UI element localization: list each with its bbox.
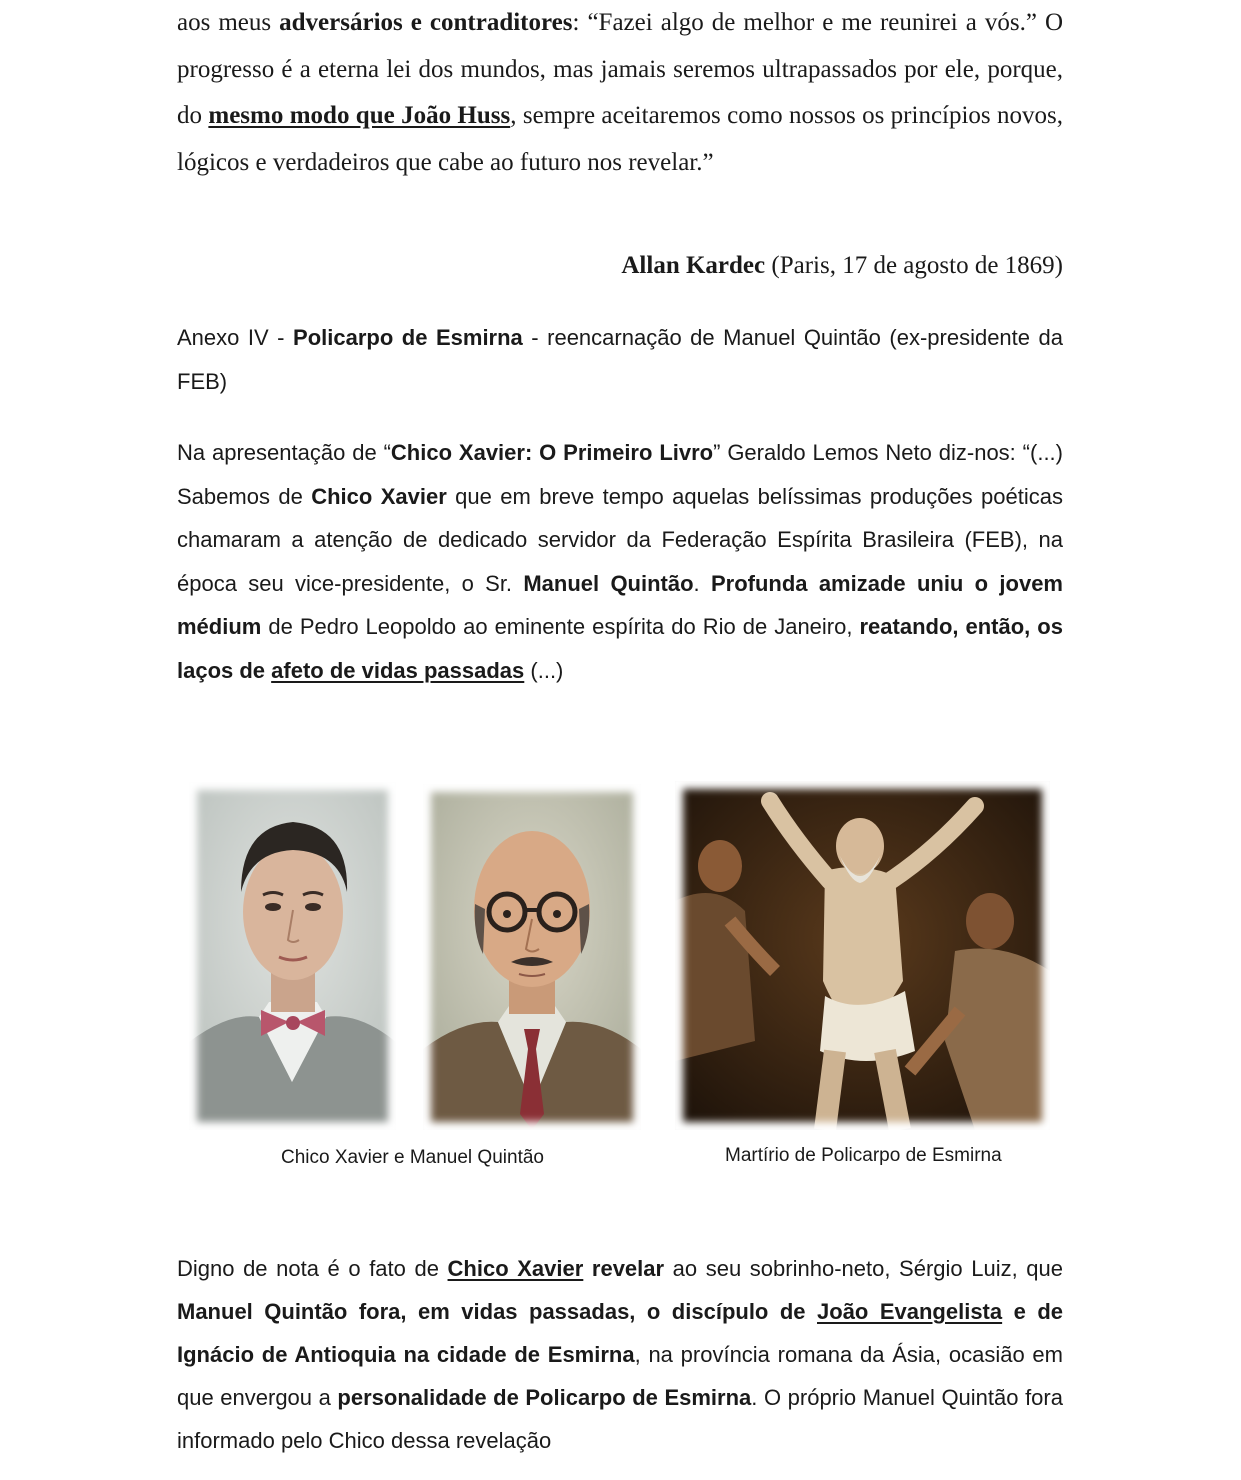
intro-bold-amizade: Profunda amizade uniu o jovem médium (177, 570, 1063, 639)
intro-text: de Pedro Leopoldo ao eminente espírita do Rio de Janeiro, (261, 614, 860, 639)
caption-chico-manuel: Chico Xavier e Manuel Quintão (281, 1147, 544, 1168)
intro-bold-manuel: Manuel Quintão (523, 570, 694, 596)
note-bold-revelar: revelar (583, 1256, 665, 1281)
intro-paragraph (177, 431, 1063, 692)
note-text: Digno de nota é o fato de (177, 1256, 448, 1281)
painting-martirio-policarpo (675, 781, 1050, 1130)
note-paragraph (177, 1247, 1063, 1462)
portrait-manuel-quintao (423, 784, 641, 1130)
intro-text: que em breve tempo aquelas belíssimas produções poéticas chamaram a atenção de dedicado servidor da Federação Espírita Brasileira (FEB), na época seu vice-presidente, o Sr. (177, 483, 1063, 596)
signature-place-date: (Paris, 17 de agosto de 1869) (765, 252, 1063, 279)
quote-link-joao-huss[interactable]: mesmo modo que João Huss (208, 102, 511, 129)
intro-text: Na apresentação de “ (177, 440, 391, 465)
intro-link-afeto[interactable]: afeto de vidas passadas (271, 657, 525, 683)
quote-text: aos meus (177, 9, 280, 36)
annex-heading (177, 316, 1063, 404)
quote-paragraph (177, 0, 1063, 186)
annex-bold-policarpo: Policarpo de Esmirna (293, 325, 523, 350)
intro-text: . (693, 570, 711, 596)
portrait-chico-xavier (189, 782, 396, 1130)
note-text: , na província romana da Ásia, ocasião em que envergou a (177, 1342, 1063, 1410)
quote-text: : “Fazei algo de melhor e me reunirei a vós.” O progresso é a eterna lei dos mundos, mas jamais seremos ultrapassados por ele, porque, do (177, 9, 1063, 129)
intro-bold-lacos: reatando, então, os laços de (177, 614, 1063, 683)
intro-text: ” Geraldo Lemos Neto diz-nos: “(...) Sabemos de (177, 440, 1063, 509)
annex-text: - reencarnação de Manuel Quintão (ex-presidente da FEB) (177, 325, 1063, 394)
signature-name: Allan Kardec (621, 252, 766, 279)
annex-text: Anexo IV - (177, 325, 294, 350)
quote-text: , sempre aceitaremos como nossos os princípios novos, lógicos e verdadeiros que cabe ao futuro nos revelar.” (177, 102, 1063, 176)
note-link-chico-xavier[interactable]: Chico Xavier (447, 1256, 584, 1281)
note-bold-policarpo: personalidade de Policarpo de Esmirna (337, 1385, 752, 1410)
note-text: ao seu sobrinho-neto, Sérgio Luiz, que (664, 1256, 1063, 1281)
note-text: . O próprio Manuel Quintão fora informado pelo Chico dessa revelação (177, 1385, 1063, 1453)
note-link-joao-evangelista[interactable]: João Evangelista (817, 1299, 1003, 1324)
note-bold-ignacio: e de Ignácio de Antioquia na cidade de Esmirna (177, 1299, 1063, 1367)
intro-bold-book-title: Chico Xavier: O Primeiro Livro (390, 440, 714, 465)
caption-martirio: Martírio de Policarpo de Esmirna (725, 1145, 1002, 1166)
note-bold-manuel: Manuel Quintão fora, em vidas passadas, o discípulo de (177, 1299, 818, 1324)
intro-text: (...) (524, 657, 564, 683)
intro-bold-chico: Chico Xavier (311, 483, 447, 509)
quote-signature (621, 246, 1063, 286)
quote-bold-adversarios: adversários e contraditores (279, 9, 573, 36)
